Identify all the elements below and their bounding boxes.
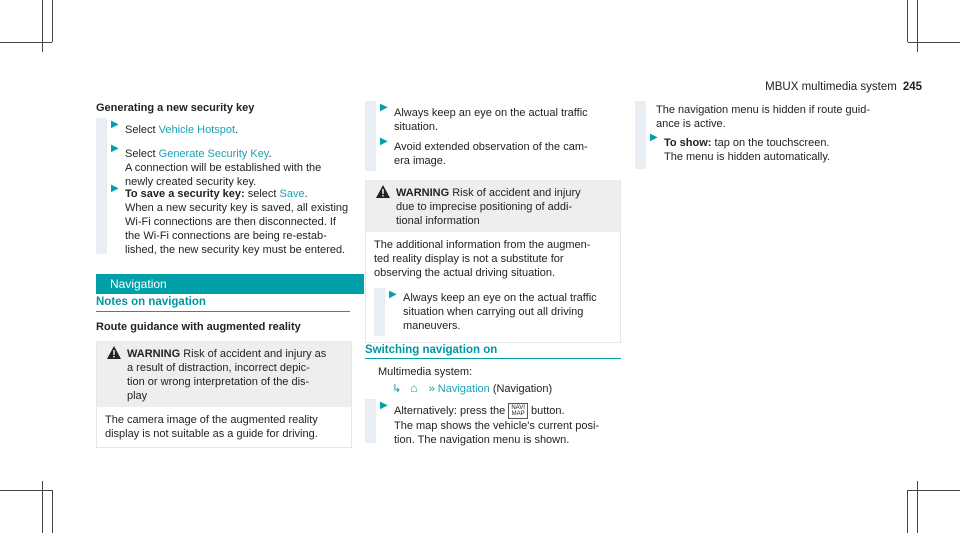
crop-mark (0, 42, 52, 43)
warning-box: WARNING Risk of accident and injury as a result of distraction, incorrect depic- tion or wrong interpretation of the dis- play The camera image of the augmented reality display is not suitable as a guide for driving. (96, 341, 352, 448)
menu-path-label: Multimedia system: (378, 366, 473, 378)
warning-label: WARNING (127, 348, 181, 360)
crop-mark (917, 0, 918, 52)
instruction-step: ▶ Always keep an eye on the actual traffic situation when carrying out all driving maneuvers. (374, 288, 612, 336)
menu-item-vehicle-hotspot[interactable]: Vehicle Hotspot (158, 124, 236, 136)
running-header-title: MBUX multimedia system (765, 81, 897, 93)
step-arrow-icon: ▶ (380, 400, 388, 411)
step-arrow-icon: ▶ (111, 119, 119, 130)
intro-note: The navigation menu is hidden if route guid- ance is active. (635, 101, 895, 133)
crop-mark (908, 42, 960, 43)
instruction-step: ▶ Avoid extended observation of the cam- era image. (365, 135, 621, 171)
step-arrow-icon: ▶ (111, 143, 119, 154)
instruction-step: ▶ Alternatively: press the NAVI MAP button. The map shows the vehicle's current posi- tion. The navigation menu is shown. (365, 399, 621, 443)
crop-mark (907, 490, 908, 533)
step-arrow-icon: ▶ (380, 102, 388, 113)
title-rule (96, 311, 350, 312)
crop-mark (52, 490, 53, 533)
path-arrow-icon: ↳ (392, 383, 402, 395)
crop-mark (907, 0, 908, 42)
double-chevron-icon: » (428, 383, 435, 395)
instruction-step: ▶ To save a security key: select Save. When a new security key is saved, all existing Wi-Fi connections are then disconnected. If the Wi-Fi connections are being re-estab- lished, the new security key must be entered. (96, 182, 352, 254)
menu-item-navigation[interactable]: Navigation (437, 383, 490, 395)
menu-item-generate-security-key[interactable]: Generate Security Key (158, 148, 269, 160)
menu-item-save[interactable]: Save (279, 188, 305, 200)
step-arrow-icon: ▶ (111, 183, 119, 194)
crop-mark (52, 0, 53, 42)
crop-mark (0, 490, 52, 491)
step-arrow-icon: ▶ (389, 289, 397, 300)
crop-mark (42, 481, 43, 533)
warning-label: WARNING (396, 187, 450, 199)
crop-mark (908, 490, 960, 491)
step-arrow-icon: ▶ (650, 132, 658, 143)
instruction-step: ▶ Select Vehicle Hotspot. (96, 118, 352, 142)
instruction-step: ▶ To show: tap on the touchscreen. The menu is hidden automatically. (635, 131, 895, 169)
warning-triangle-icon (107, 346, 121, 359)
warning-triangle-icon (376, 185, 390, 198)
running-header (765, 80, 922, 94)
title-rule (365, 358, 621, 359)
step-arrow-icon: ▶ (380, 136, 388, 147)
instruction-step: ▶ Select Generate Security Key. A connection will be established with the newly created security key. (96, 142, 352, 182)
crop-mark (42, 0, 43, 52)
section-heading: Generating a new security key (96, 102, 255, 114)
page-number: 245 (902, 81, 922, 93)
menu-path: ↳ ⌂ » Navigation (Navigation) (392, 381, 553, 395)
subsection-title-notes: Notes on navigation (96, 296, 206, 308)
navi-map-button[interactable]: NAVI MAP (508, 403, 528, 419)
home-icon[interactable]: ⌂ (410, 381, 418, 395)
subsection-title-switching: Switching navigation on (365, 344, 498, 356)
warning-box: WARNING Risk of accident and injury due to imprecise positioning of addi- tional information The additional information from the augmen- ted reality display is not a substitute for observing the actual driving situation. ▶ Always keep an eye on the actual traffic situation when carrying out all driving maneuvers. (365, 180, 621, 343)
section-bar-navigation: Navigation (96, 274, 364, 294)
crop-mark (917, 481, 918, 533)
instruction-step: ▶ Always keep an eye on the actual traffic situation. (365, 101, 621, 139)
subheading-route-guidance: Route guidance with augmented reality (96, 321, 301, 333)
